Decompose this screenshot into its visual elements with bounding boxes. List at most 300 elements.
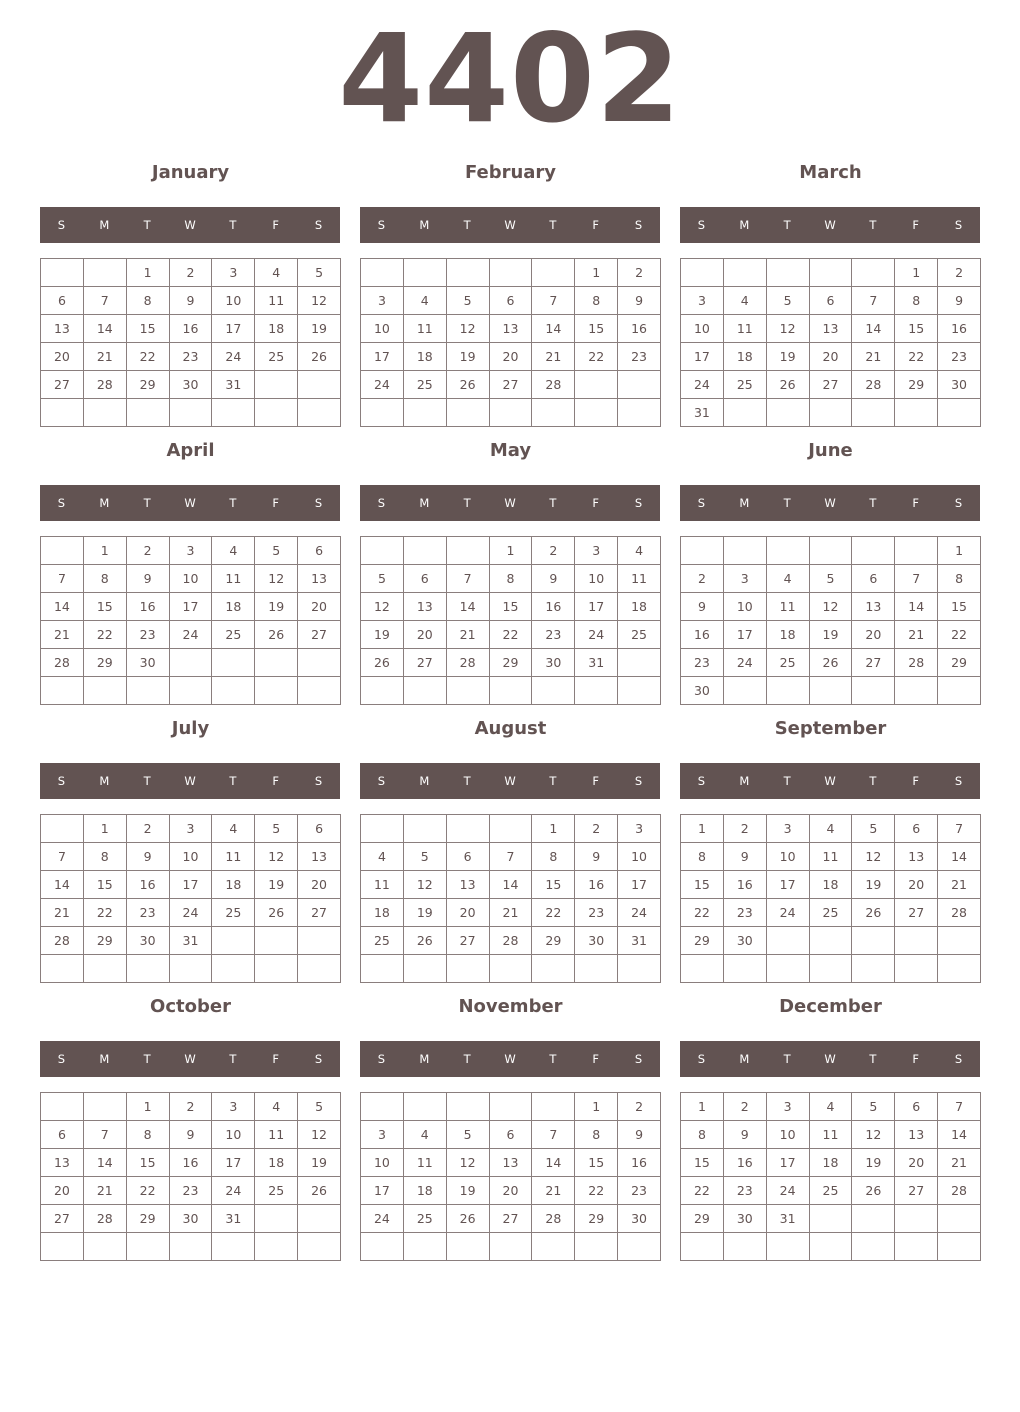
day-cell: 7 [84,287,127,315]
weekday-label: F [912,1052,920,1066]
empty-day-cell [212,1233,255,1261]
weekday-label: S [57,496,66,510]
day-cell: 31 [212,1205,255,1233]
weekday-header [680,207,980,243]
day-cell: 31 [212,371,255,399]
empty-day-cell [170,955,213,983]
day-cell: 28 [532,1205,575,1233]
day-cell: 30 [724,927,767,955]
day-cell: 30 [938,371,981,399]
day-cell: 23 [170,1177,213,1205]
day-cell: 11 [255,287,298,315]
day-cell: 1 [938,537,981,565]
weekday-label: S [954,218,963,232]
empty-day-cell [810,1205,853,1233]
day-cell: 3 [767,1093,810,1121]
day-cell: 19 [255,871,298,899]
day-cell: 8 [895,287,938,315]
day-cell: 11 [767,593,810,621]
day-cell: 8 [681,843,724,871]
day-cell: 2 [532,537,575,565]
day-cell: 19 [255,593,298,621]
day-cell: 4 [724,287,767,315]
day-cell: 22 [84,621,127,649]
day-cell: 29 [575,1205,618,1233]
empty-day-cell [895,677,938,705]
day-cell: 16 [938,315,981,343]
day-cell: 15 [127,1149,170,1177]
empty-day-cell [361,537,404,565]
day-cell: 30 [681,677,724,705]
day-cell: 17 [767,871,810,899]
empty-day-cell [938,399,981,427]
day-cell: 21 [447,621,490,649]
day-cell: 1 [532,815,575,843]
calendar-year-title: 4402 [338,8,682,150]
empty-day-cell [84,1233,127,1261]
day-cell: 14 [938,843,981,871]
day-cell: 7 [84,1121,127,1149]
weekday-label: T [463,774,471,788]
empty-day-cell [404,955,447,983]
day-cell: 6 [810,287,853,315]
weekday-label: T [869,1052,877,1066]
empty-day-cell [810,537,853,565]
empty-day-cell [532,955,575,983]
day-cell: 20 [895,1149,938,1177]
empty-day-cell [447,1093,490,1121]
day-cell: 27 [404,649,447,677]
empty-day-cell [212,927,255,955]
day-cell: 16 [127,593,170,621]
day-cell: 28 [938,899,981,927]
empty-day-cell [895,399,938,427]
empty-day-cell [490,399,533,427]
day-cell: 20 [447,899,490,927]
day-cell: 1 [490,537,533,565]
day-cell: 27 [810,371,853,399]
empty-day-cell [404,677,447,705]
day-cell: 23 [938,343,981,371]
weekday-label: T [463,1052,471,1066]
day-cell: 3 [212,1093,255,1121]
empty-day-cell [41,537,84,565]
day-cell: 15 [84,593,127,621]
day-cell: 29 [127,371,170,399]
day-cell: 14 [84,315,127,343]
day-cell: 24 [212,1177,255,1205]
day-cell: 7 [41,843,84,871]
empty-day-cell [767,259,810,287]
day-cell: 7 [490,843,533,871]
day-cell: 24 [361,371,404,399]
weekday-label: T [463,496,471,510]
day-cell: 26 [810,649,853,677]
day-cell: 29 [84,927,127,955]
empty-day-cell [618,399,661,427]
day-cell: 11 [618,565,661,593]
day-cell: 6 [298,537,341,565]
day-cell: 30 [618,1205,661,1233]
day-cell: 13 [298,565,341,593]
empty-day-cell [361,259,404,287]
empty-day-cell [447,1233,490,1261]
day-cell: 16 [170,315,213,343]
day-cell: 28 [532,371,575,399]
empty-day-cell [618,649,661,677]
day-cell: 3 [361,1121,404,1149]
empty-day-cell [938,1233,981,1261]
weekday-label: S [697,1052,706,1066]
empty-day-cell [490,1233,533,1261]
day-cell: 2 [170,1093,213,1121]
day-cell: 19 [810,621,853,649]
weekday-label: F [592,218,600,232]
empty-day-cell [127,399,170,427]
day-cell: 6 [404,565,447,593]
day-cell: 28 [938,1177,981,1205]
weekday-label: S [314,496,323,510]
day-cell: 14 [447,593,490,621]
day-grid [40,258,341,427]
day-grid [360,258,661,427]
weekday-label: T [463,218,471,232]
day-cell: 18 [361,899,404,927]
empty-day-cell [212,677,255,705]
day-cell: 11 [212,565,255,593]
empty-day-cell [298,1205,341,1233]
empty-day-cell [84,259,127,287]
weekday-label: T [549,496,557,510]
empty-day-cell [298,649,341,677]
weekday-label: T [783,1052,791,1066]
day-cell: 7 [532,1121,575,1149]
weekday-label: T [783,218,791,232]
day-cell: 1 [84,815,127,843]
empty-day-cell [255,399,298,427]
day-cell: 22 [681,899,724,927]
empty-day-cell [404,1233,447,1261]
empty-day-cell [852,927,895,955]
empty-day-cell [41,1233,84,1261]
day-cell: 24 [767,899,810,927]
empty-day-cell [447,955,490,983]
day-cell: 8 [127,287,170,315]
weekday-label: T [783,774,791,788]
day-cell: 23 [127,899,170,927]
empty-day-cell [361,1233,404,1261]
day-cell: 19 [767,343,810,371]
day-cell: 5 [404,843,447,871]
day-cell: 26 [404,927,447,955]
weekday-label: S [634,774,643,788]
day-cell: 29 [490,649,533,677]
day-cell: 10 [767,1121,810,1149]
empty-day-cell [895,537,938,565]
day-cell: 26 [447,1205,490,1233]
day-cell: 6 [298,815,341,843]
day-cell: 10 [212,1121,255,1149]
day-cell: 28 [490,927,533,955]
day-grid [680,1092,981,1261]
day-cell: 16 [681,621,724,649]
day-cell: 5 [852,1093,895,1121]
weekday-label: W [824,218,836,232]
weekday-label: S [377,496,386,510]
day-cell: 11 [255,1121,298,1149]
empty-day-cell [767,537,810,565]
day-cell: 8 [127,1121,170,1149]
weekday-label: F [592,774,600,788]
weekday-label: M [419,218,430,232]
day-cell: 23 [532,621,575,649]
weekday-label: S [57,1052,66,1066]
day-cell: 8 [681,1121,724,1149]
empty-day-cell [298,955,341,983]
day-cell: 5 [447,287,490,315]
day-cell: 15 [127,315,170,343]
empty-day-cell [681,955,724,983]
month-name: July [171,718,210,739]
day-cell: 1 [681,815,724,843]
day-cell: 8 [575,1121,618,1149]
day-cell: 28 [84,371,127,399]
weekday-label: W [504,218,516,232]
day-cell: 29 [532,927,575,955]
weekday-label: W [184,218,196,232]
empty-day-cell [767,927,810,955]
day-cell: 2 [724,1093,767,1121]
empty-day-cell [41,815,84,843]
empty-day-cell [938,1205,981,1233]
empty-day-cell [575,399,618,427]
empty-day-cell [170,677,213,705]
day-cell: 29 [681,1205,724,1233]
day-cell: 26 [852,899,895,927]
empty-day-cell [938,955,981,983]
day-cell: 24 [170,621,213,649]
weekday-label: W [184,496,196,510]
day-cell: 18 [767,621,810,649]
day-cell: 3 [170,537,213,565]
empty-day-cell [298,399,341,427]
day-cell: 6 [895,815,938,843]
day-cell: 7 [895,565,938,593]
day-cell: 7 [852,287,895,315]
day-cell: 23 [618,343,661,371]
empty-day-cell [212,955,255,983]
day-cell: 25 [810,1177,853,1205]
weekday-label: M [739,774,750,788]
empty-day-cell [447,537,490,565]
day-cell: 20 [810,343,853,371]
day-cell: 10 [681,315,724,343]
day-cell: 20 [490,343,533,371]
day-cell: 6 [852,565,895,593]
empty-day-cell [852,259,895,287]
weekday-label: F [912,218,920,232]
day-cell: 3 [212,259,255,287]
day-cell: 22 [575,1177,618,1205]
day-cell: 22 [532,899,575,927]
day-cell: 2 [938,259,981,287]
day-cell: 25 [255,343,298,371]
day-cell: 28 [895,649,938,677]
weekday-label: W [824,496,836,510]
empty-day-cell [575,677,618,705]
empty-day-cell [724,537,767,565]
day-cell: 27 [447,927,490,955]
day-cell: 1 [127,259,170,287]
empty-day-cell [852,677,895,705]
day-cell: 1 [84,537,127,565]
day-cell: 6 [41,287,84,315]
month-name: December [779,996,882,1017]
day-cell: 12 [298,287,341,315]
day-cell: 18 [212,593,255,621]
day-cell: 30 [724,1205,767,1233]
weekday-label: S [377,1052,386,1066]
day-cell: 25 [404,1205,447,1233]
weekday-label: W [504,496,516,510]
day-cell: 9 [681,593,724,621]
day-cell: 23 [724,899,767,927]
day-cell: 19 [404,899,447,927]
day-cell: 21 [532,343,575,371]
empty-day-cell [767,1233,810,1261]
day-cell: 24 [767,1177,810,1205]
day-cell: 13 [447,871,490,899]
day-cell: 27 [41,371,84,399]
day-cell: 14 [895,593,938,621]
day-cell: 20 [298,593,341,621]
day-cell: 13 [490,315,533,343]
day-cell: 8 [490,565,533,593]
day-cell: 9 [618,1121,661,1149]
day-cell: 27 [852,649,895,677]
weekday-header [40,1041,340,1077]
empty-day-cell [255,927,298,955]
weekday-label: T [143,496,151,510]
day-cell: 13 [41,315,84,343]
day-cell: 18 [404,343,447,371]
day-cell: 23 [618,1177,661,1205]
day-cell: 2 [618,1093,661,1121]
empty-day-cell [41,955,84,983]
day-cell: 23 [127,621,170,649]
day-cell: 25 [212,621,255,649]
day-cell: 3 [170,815,213,843]
weekday-label: F [272,774,280,788]
day-cell: 25 [767,649,810,677]
empty-day-cell [895,927,938,955]
day-cell: 22 [127,343,170,371]
day-cell: 17 [361,343,404,371]
weekday-label: F [912,774,920,788]
month-name: March [799,162,862,183]
day-cell: 17 [170,871,213,899]
day-cell: 10 [724,593,767,621]
month-name: October [150,996,231,1017]
day-cell: 9 [724,1121,767,1149]
day-cell: 14 [852,315,895,343]
weekday-label: M [99,496,110,510]
weekday-label: W [184,1052,196,1066]
empty-day-cell [852,1233,895,1261]
month-name: August [474,718,547,739]
day-cell: 11 [810,843,853,871]
empty-day-cell [810,677,853,705]
empty-day-cell [852,537,895,565]
day-cell: 16 [170,1149,213,1177]
empty-day-cell [490,677,533,705]
day-cell: 2 [170,259,213,287]
day-cell: 4 [404,287,447,315]
empty-day-cell [490,815,533,843]
empty-day-cell [361,399,404,427]
day-cell: 12 [255,565,298,593]
weekday-header [40,485,340,521]
day-cell: 8 [532,843,575,871]
day-cell: 6 [895,1093,938,1121]
day-cell: 24 [212,343,255,371]
day-grid [40,1092,341,1261]
day-cell: 16 [724,871,767,899]
day-cell: 9 [575,843,618,871]
day-cell: 12 [852,843,895,871]
day-cell: 3 [361,287,404,315]
day-cell: 13 [852,593,895,621]
day-cell: 7 [447,565,490,593]
day-grid [680,258,981,427]
day-grid [680,536,981,705]
day-cell: 21 [852,343,895,371]
weekday-label: S [57,218,66,232]
empty-day-cell [618,1233,661,1261]
day-cell: 18 [212,871,255,899]
day-cell: 11 [724,315,767,343]
day-cell: 17 [618,871,661,899]
day-cell: 5 [852,815,895,843]
day-grid [40,814,341,983]
empty-day-cell [361,677,404,705]
empty-day-cell [852,1205,895,1233]
empty-day-cell [490,1093,533,1121]
month-name: May [489,440,532,461]
day-cell: 5 [447,1121,490,1149]
empty-day-cell [361,955,404,983]
day-cell: 27 [490,371,533,399]
weekday-label: T [869,774,877,788]
day-cell: 19 [361,621,404,649]
empty-day-cell [255,1233,298,1261]
day-cell: 19 [447,343,490,371]
day-cell: 3 [618,815,661,843]
day-cell: 20 [895,871,938,899]
day-cell: 9 [938,287,981,315]
weekday-label: S [634,218,643,232]
day-cell: 22 [84,899,127,927]
day-cell: 22 [895,343,938,371]
day-cell: 8 [938,565,981,593]
day-cell: 5 [298,1093,341,1121]
weekday-label: S [377,218,386,232]
empty-day-cell [212,649,255,677]
day-cell: 17 [212,315,255,343]
weekday-label: F [272,1052,280,1066]
day-cell: 8 [84,843,127,871]
day-grid [40,536,341,705]
